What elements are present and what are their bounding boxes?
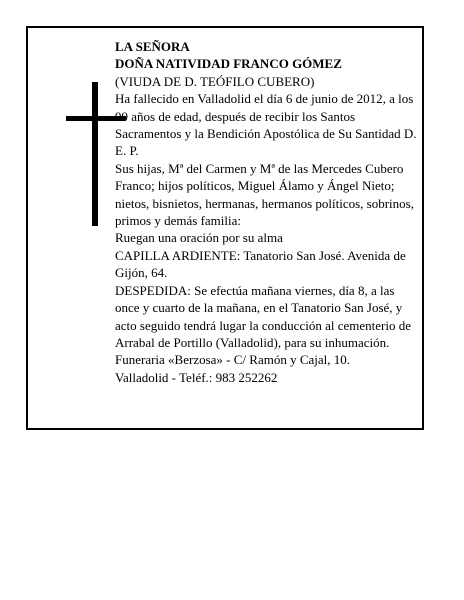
heading-title: LA SEÑORA <box>115 39 190 54</box>
family-list: Sus hijas, Mª del Carmen y Mª de las Mercedes Cubero Franco; hijos políticos, Miguel Álamo y Ángel Nieto; nietos, bisnietos, hermanas, hermanos políticos, sobrinos, primos y demás familia: <box>115 160 414 229</box>
funeral-home-phone: Valladolid - Teléf.: 983 252262 <box>115 369 278 385</box>
funeral-home-address: Funeraria «Berzosa» - C/ Ramón y Cajal, 10. <box>115 352 351 368</box>
farewell-info: DESPEDIDA: Se efectúa mañana viernes, día 8, a las once y cuarto de la mañana, en el Tanatorio San José, y acto seguido tendrá lugar la conducción al cementerio de Arrabal de Portillo (Valladolid), para su inhumación. <box>115 282 411 350</box>
death-announcement: Ha fallecido en Valladolid el día 6 de junio de 2012, a los 99 años de edad, después de recibir los Santos Sacramentos y la Bendición Apostólica de Su Santidad D. E. P. <box>115 91 417 159</box>
obituary-text <box>115 38 421 386</box>
deceased-name: DOÑA NATIVIDAD FRANCO GÓMEZ <box>115 56 342 72</box>
widow-of-line: (VIUDA DE D. TEÓFILO CUBERO) <box>115 73 315 89</box>
chapel-info: CAPILLA ARDIENTE: Tanatorio San José. Avenida de Gijón, 64. <box>115 247 406 281</box>
cross-vertical-bar <box>92 82 98 226</box>
prayer-request: Ruegan una oración por su alma <box>115 230 283 246</box>
